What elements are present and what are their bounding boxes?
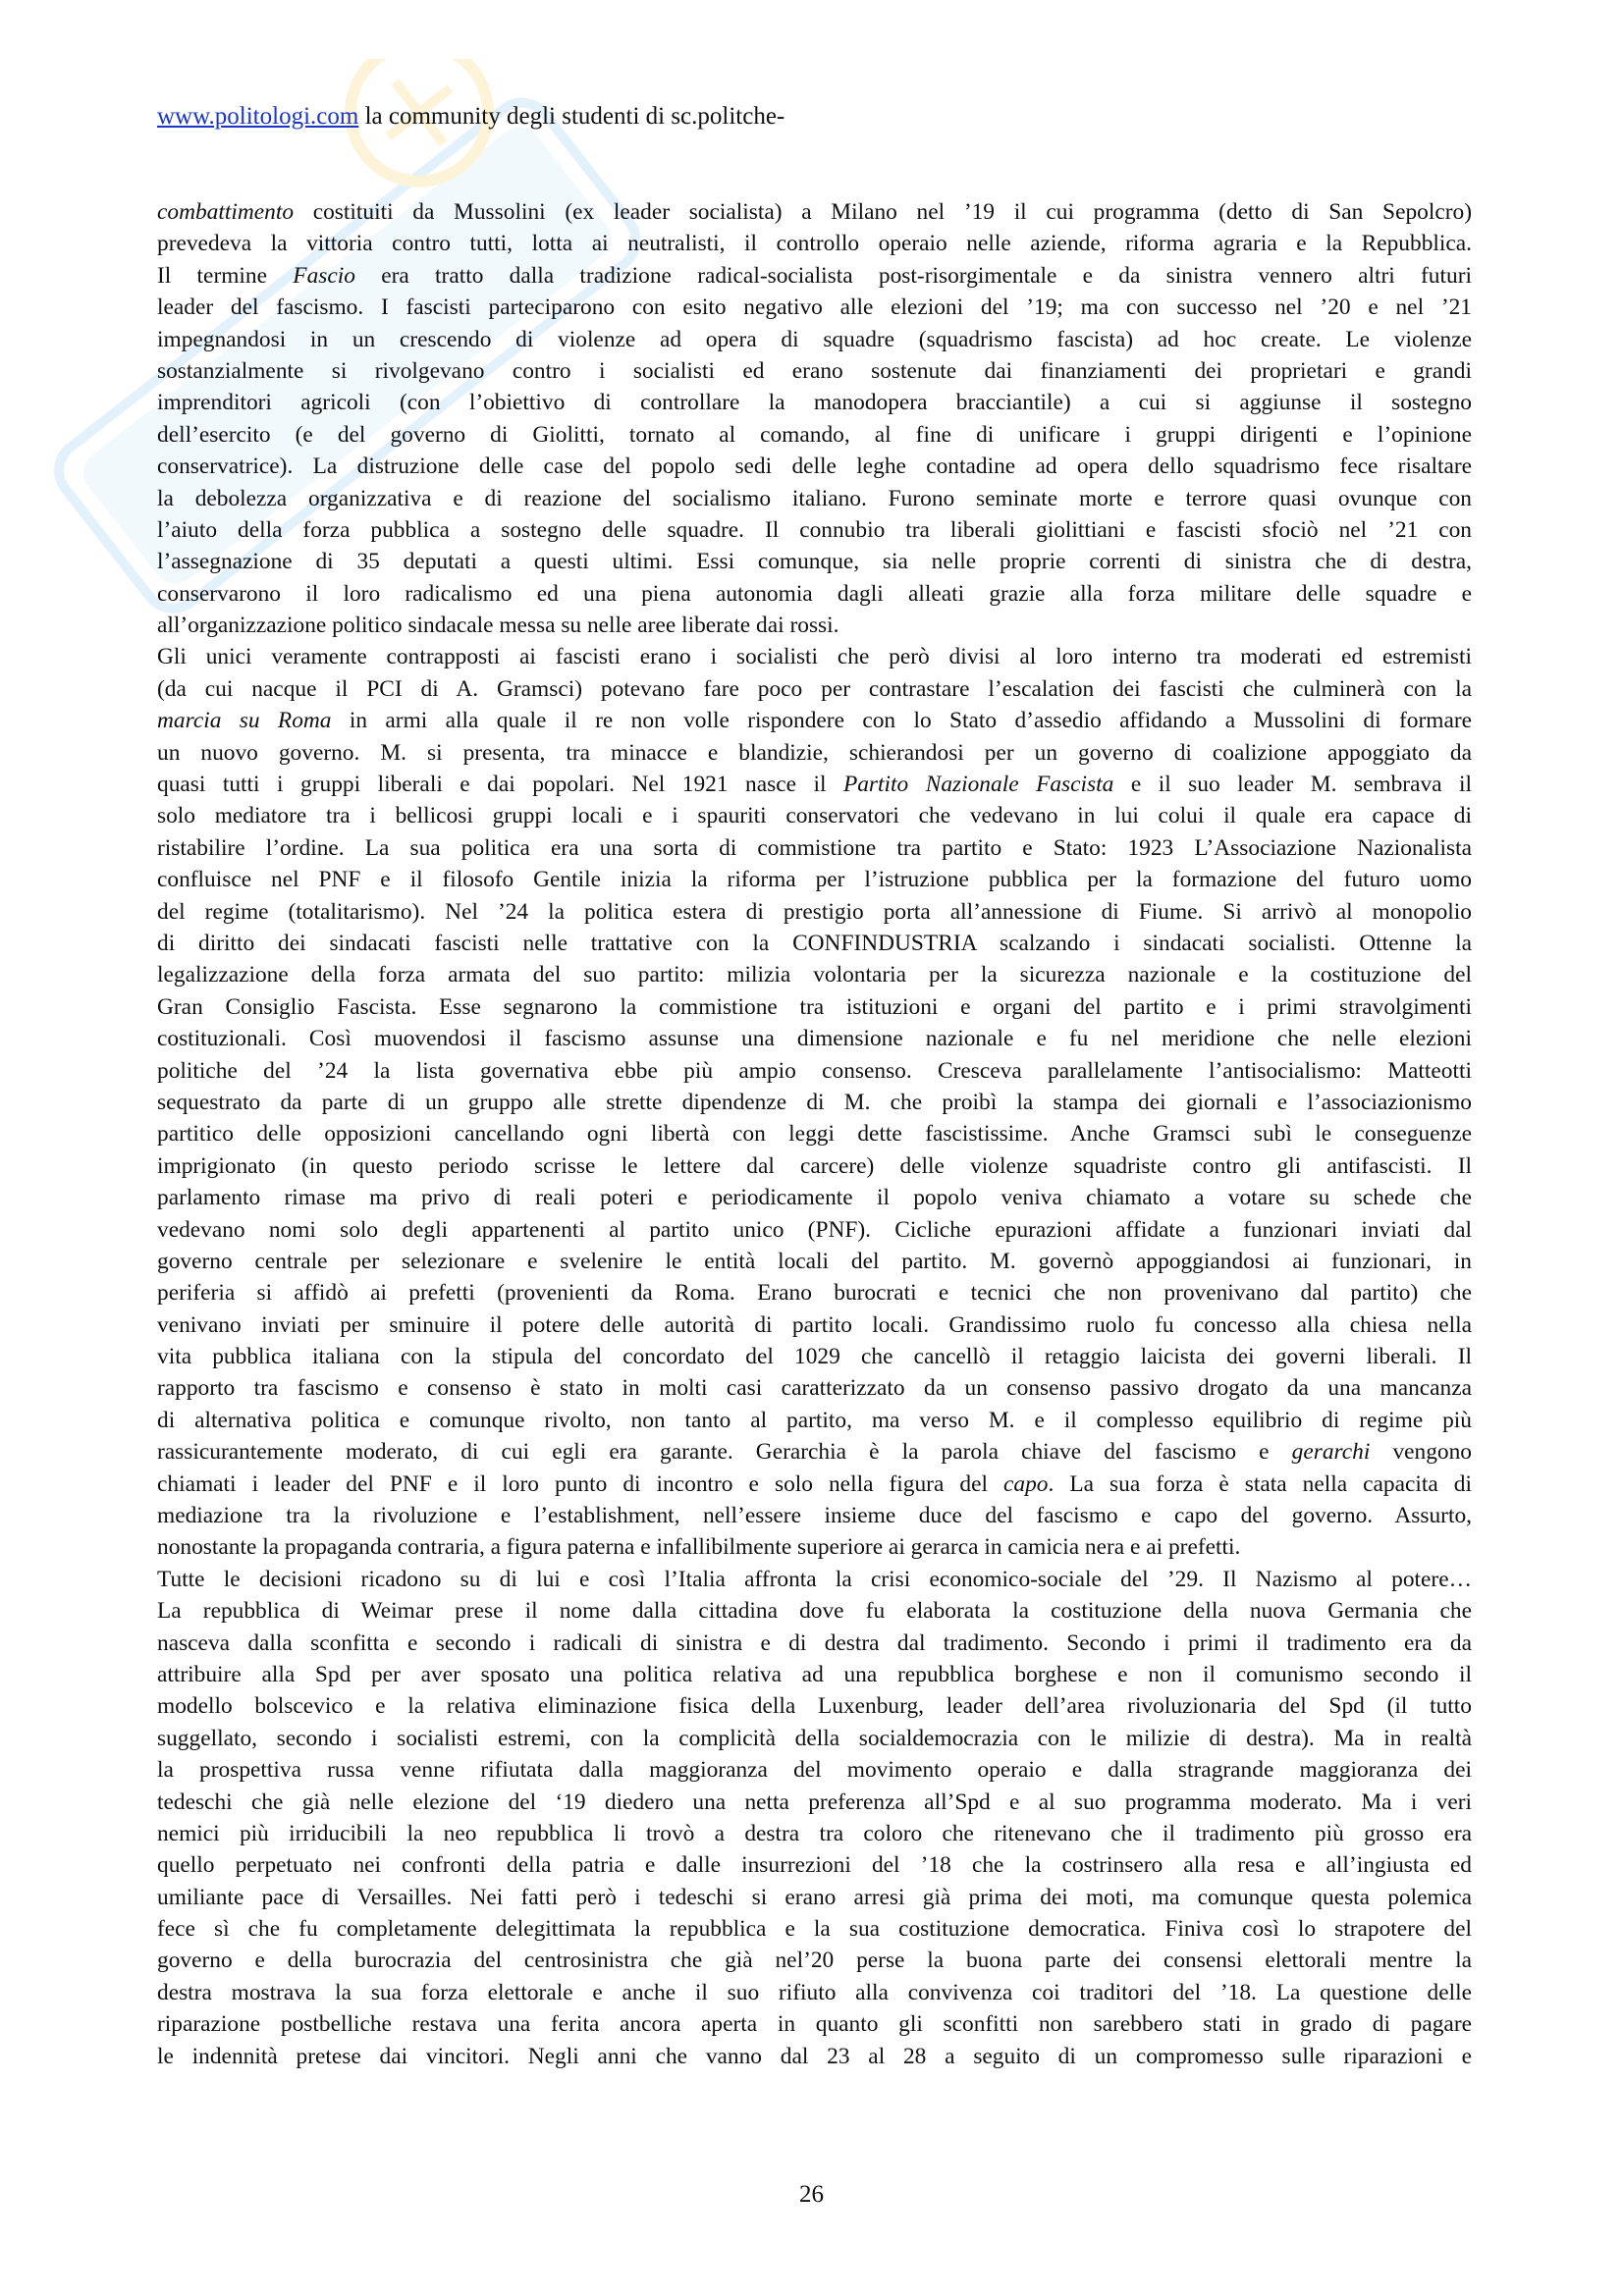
text-run: confluisce nel PNF e il filosofo Gentile inizia la riforma per l’istruzione pubblica per la formazione del futuro uomo (157, 867, 1472, 893)
text-line (157, 387, 1472, 418)
text-line (157, 1690, 1472, 1722)
text-line (157, 451, 1472, 482)
italic-term: Partito Nazionale Fascista (842, 772, 1114, 798)
text-line (157, 578, 1472, 610)
text-line (157, 1436, 1472, 1468)
text-line (157, 959, 1472, 990)
text-run: La repubblica di Weimar prese il nome dalla cittadina dove fu elaborata la costituzione della nuova Germania che (157, 1598, 1472, 1625)
text-run: quasi tutti i gruppi liberali e dai popolari. Nel 1921 nasce il (157, 772, 843, 798)
text-line (157, 1787, 1472, 1818)
text-line (157, 641, 1472, 672)
body-text (157, 196, 1472, 2072)
text-line (157, 1882, 1472, 1913)
text-run: umiliante pace di Versailles. Nei fatti però i tedeschi si erano arresi già prima dei moti, ma comunque questa polemica (157, 1884, 1472, 1910)
text-line (157, 546, 1472, 577)
text-line (157, 1118, 1472, 1149)
text-run: sostanzialmente si rivolgevano contro i socialisti ed erano sostenute dai finanziamenti dei proprietari e grandi (157, 357, 1472, 384)
text-run: dell’esercito (e del governo di Giolitti, tornato al comando, al fine di unificare i gruppi dirigenti e l’opinione (157, 421, 1472, 448)
text-run: nonostante la propaganda contraria, a figura paterna e infallibilmente superiore ai gerarca in camicia nera e ai prefetti. (157, 1534, 1241, 1561)
text-run: suggellato, secondo i socialisti estremi, con la complicità della socialdemocrazia con le milizie di destra). Ma in realtà (157, 1725, 1472, 1751)
text-line (157, 483, 1472, 514)
italic-term: gerarchi (1291, 1439, 1371, 1466)
text-run: rassicurantemente moderato, di cui egli era garante. Gerarchia è la parola chiave del fascismo e (157, 1439, 1292, 1466)
text-run: Gli unici veramente contrapposti ai fascisti erano i socialisti che però divisi al loro interno tra moderati ed estremisti (157, 644, 1472, 670)
italic-term: capo (1003, 1470, 1049, 1497)
text-run: all’organizzazione politico sindacale messa su nelle aree liberate dai rossi. (157, 613, 839, 639)
text-line (157, 1372, 1472, 1404)
text-run: ristabilire l’ordine. La sua politica era una sorta di commistione tra partito e Stato: 1923 L’Associazione Nazionalista (157, 834, 1472, 861)
text-line (157, 1977, 1472, 2008)
text-run: vedevano nomi solo degli appartenenti al partito unico (PNF). Cicliche epurazioni affidate a funzionari inviati dal (157, 1216, 1472, 1243)
text-line (157, 1628, 1472, 1659)
text-line (157, 928, 1472, 959)
text-line (157, 737, 1472, 769)
text-line (157, 769, 1472, 800)
text-run: le indennità pretese dai vincitori. Negli anni che vanno dal 23 al 28 a seguito di un compromesso sulle riparazioni e (157, 2043, 1472, 2069)
text-line (157, 260, 1472, 292)
text-run: l’assegnazione di 35 deputati a questi ultimi. Essi comunque, sia nelle proprie correnti di sinistra che di destra, (157, 549, 1472, 575)
text-line (157, 1468, 1472, 1500)
text-run: era tratto dalla tradizione radical-socialista post-risorgimentale e da sinistra vennero altri futuri (354, 262, 1472, 289)
text-run: di diritto dei sindacati fascisti nelle trattative con la CONFINDUSTRIA scalzando i sindacati socialisti. Ottenne la (157, 930, 1472, 956)
text-run: impegnandosi in un crescendo di violenze ad opera di squadre (squadrismo fascista) ad hoc create. Le violenze (157, 326, 1472, 352)
text-run: solo mediatore tra i bellicosi gruppi locali e i spauriti conservatori che vedevano in lui colui il quale era capace di (157, 803, 1472, 829)
text-run: costituiti da Mussolini (ex leader socialista) a Milano nel ’19 il cui programma (detto di San Sepolcro) (294, 199, 1472, 225)
text-run: nasceva dalla sconfitta e secondo i radicali di sinistra e di destra dal tradimento. Secondo i primi il tradimento era da (157, 1629, 1472, 1656)
text-line (157, 1182, 1472, 1213)
text-run: periferia si affidò ai prefetti (provenienti da Roma. Erano burocrati e tecnici che non provenivano dal partito) che (157, 1280, 1472, 1307)
italic-term: Fascio (293, 262, 355, 289)
text-run: venivano inviati per sminuire il potere delle autorità di partito locali. Grandissimo ruolo fu concesso alla chiesa nella (157, 1311, 1472, 1338)
text-run: chiamati i leader del PNF e il loro punto di incontro e solo nella figura del (157, 1470, 1003, 1497)
text-line (157, 419, 1472, 451)
text-run: imprigionato (in questo periodo scrisse le lettere dal carcere) delle violenze squadriste contro gli antifascisti. Il (157, 1152, 1472, 1179)
text-line (157, 1087, 1472, 1118)
text-run: modello bolscevico e la relativa eliminazione fisica della Luxenburg, leader dell’area rivoluzionaria del Spd (il tutto (157, 1693, 1472, 1720)
text-line (157, 1531, 1472, 1563)
italic-term: combattimento (157, 199, 295, 225)
text-run: (da cui nacque il PCI di A. Gramsci) potevano fare poco per contrastare l’escalation dei fascisti che culminerà con la (157, 675, 1472, 702)
text-run: in armi alla quale il re non volle rispondere con lo Stato d’assedio affidando a Mussolini di formare (331, 708, 1472, 734)
text-line (157, 1500, 1472, 1531)
text-run: conservarono il loro radicalismo ed una piena autonomia dagli alleati grazie alla forza militare delle squadre e (157, 580, 1472, 607)
text-line (157, 1754, 1472, 1786)
text-run: conservatrice). La distruzione delle case del popolo sedi delle leghe contadine ad opera dello squadrismo fece risaltare (157, 454, 1472, 480)
text-run: legalizzazione della forza armata del suo partito: milizia volontaria per la sicurezza nazionale e la costituzione del (157, 962, 1472, 988)
site-link[interactable]: www.politologi.com (157, 103, 359, 130)
text-line (157, 2041, 1472, 2072)
text-line (157, 355, 1472, 387)
text-run: attribuire alla Spd per aver sposato una politica relativa ad una repubblica borghese e non il comunismo secondo il (157, 1661, 1472, 1687)
text-run: governo e della burocrazia del centrosinistra che già nel’20 perse la buona parte dei consensi elettorali mentre la (157, 1948, 1472, 1974)
text-run: del regime (totalitarismo). Nel ’24 la politica estera di prestigio porta all’annessione di Fiume. Si arrivò al monopolio (157, 898, 1472, 925)
text-line (157, 1913, 1472, 1945)
text-line (157, 1659, 1472, 1690)
text-run: la debolezza organizzativa e di reazione del socialismo italiano. Furono seminate morte e terrore quasi ovunque con (157, 485, 1472, 511)
text-run: vengono (1370, 1439, 1472, 1466)
text-line (157, 1023, 1472, 1054)
text-run: Il termine (157, 262, 294, 289)
text-line (157, 1214, 1472, 1246)
text-line (157, 610, 1472, 641)
text-run: sequestrato da parte di un gruppo alle strette dipendenze di M. che proibì la stampa dei giornali e l’associazionismo (157, 1089, 1472, 1115)
text-line (157, 1309, 1472, 1341)
text-run: riparazione postbelliche restava una ferita ancora aperta in quanto gli sconfitti non sarebbero stati in grado di pagare (157, 2011, 1472, 2038)
text-line (157, 800, 1472, 831)
text-line (157, 896, 1472, 928)
text-line (157, 196, 1472, 228)
text-line (157, 673, 1472, 705)
text-run: di alternativa politica e comunque rivolto, non tanto al partito, ma verso M. e il complesso equilibrio di regime più (157, 1407, 1472, 1433)
text-line (157, 514, 1472, 546)
text-line (157, 324, 1472, 355)
text-run: quello perpetuato nei confronti della patria e dalle insurrezioni del ’18 che la costrinsero alla resa e all’ingiusta ed (157, 1852, 1472, 1879)
text-line (157, 1723, 1472, 1754)
text-line (157, 2008, 1472, 2040)
text-line (157, 1595, 1472, 1627)
text-run: mediazione tra la rivoluzione e l’establishment, nell’essere insieme duce del fascismo e capo del governo. Assurto, (157, 1503, 1472, 1529)
text-run: prevedeva la vittoria contro tutti, lotta ai neutralisti, il controllo operaio nelle aziende, riforma agraria e la Repubblica. (157, 231, 1472, 257)
text-run: leader del fascismo. I fascisti parteciparono con esito negativo alle elezioni del ’19; ma con successo nel ’20 e nel ’21 (157, 294, 1472, 321)
text-line (157, 1277, 1472, 1308)
text-line (157, 228, 1472, 259)
text-line (157, 864, 1472, 895)
text-line (157, 1150, 1472, 1182)
text-run: governo centrale per selezionare e svelenire le entità locali del partito. M. governò appoggiandosi ai funzionari, in (157, 1248, 1472, 1274)
text-run: destra mostrava la sua forza elettorale e anche il suo rifiuto alla convivenza coi traditori del ’18. La questione delle (157, 1979, 1472, 2005)
text-run: tedeschi che già nelle elezione del ‘19 diedero una netta preferenza all’Spd e al suo programma moderato. Ma i veri (157, 1789, 1472, 1815)
text-line (157, 1341, 1472, 1372)
page-header (157, 101, 784, 133)
text-line (157, 1405, 1472, 1436)
text-run: imprenditori agricoli (con l’obiettivo di controllare la manodopera bracciantile) a cui si aggiunse il sostegno (157, 390, 1472, 416)
text-run: partitico delle opposizioni cancellando ogni libertà con leggi dette fascistissime. Anche Gramsci subì le conseguenze (157, 1121, 1472, 1148)
text-run: l’aiuto della forza pubblica a sostegno delle squadre. Il connubio tra liberali giolittiani e fascisti sfociò nel ’21 con (157, 516, 1472, 543)
text-run: fece sì che fu completamente delegittimata la repubblica e la sua costituzione democratica. Finiva così lo strapotere del (157, 1916, 1472, 1943)
text-run: rapporto tra fascismo e consenso è stato in molti casi caratterizzato da un consenso passivo drogato da una mancanza (157, 1375, 1472, 1402)
text-run: e il suo leader M. sembrava il (1113, 772, 1472, 798)
text-line (157, 1849, 1472, 1881)
text-run: . La sua forza è stata nella capacita di (1048, 1470, 1472, 1497)
page-number: 26 (799, 2181, 824, 2208)
text-run: nemici più irriducibili la neo repubblica li trovò a destra tra coloro che ritenevano che il tradimento più grosso era (157, 1820, 1472, 1846)
text-run: politiche del ’24 la lista governativa ebbe più ampio consenso. Cresceva parallelamente l’antisocialismo: Matteotti (157, 1057, 1472, 1084)
text-line (157, 705, 1472, 736)
text-run: vita pubblica italiana con la stipula del concordato del 1029 che cancellò il retaggio laicista dei governi liberali. Il (157, 1344, 1472, 1370)
text-line (157, 1055, 1472, 1087)
text-run: Tutte le decisioni ricadono su di lui e così l’Italia affronta la crisi economico-sociale del ’29. Il Nazismo al potere… (157, 1566, 1472, 1592)
text-run: costituzionali. Così muovendosi il fascismo assunse una dimensione nazionale e fu nel meridione che nelle elezioni (157, 1026, 1472, 1052)
text-line (157, 832, 1472, 864)
text-run: Gran Consiglio Fascista. Esse segnarono la commistione tra istituzioni e organi del partito e i primi stravolgimenti (157, 993, 1472, 1020)
italic-term: marcia su Roma (157, 708, 332, 734)
text-run: la prospettiva russa venne rifiutata dalla maggioranza del movimento operaio e dalla stragrande maggioranza dei (157, 1757, 1472, 1784)
text-line (157, 1818, 1472, 1849)
text-line (157, 292, 1472, 323)
text-run: parlamento rimase ma privo di reali poteri e periodicamente il popolo veniva chiamato a votare su schede che (157, 1185, 1472, 1211)
text-line (157, 1945, 1472, 1976)
text-run: un nuovo governo. M. si presenta, tra minacce e blandizie, schierandosi per un governo di coalizione appoggiato da (157, 739, 1472, 766)
text-line (157, 1564, 1472, 1595)
text-line (157, 991, 1472, 1023)
header-tagline: la community degli studenti di sc.politche- (358, 103, 785, 130)
text-line (157, 1246, 1472, 1277)
